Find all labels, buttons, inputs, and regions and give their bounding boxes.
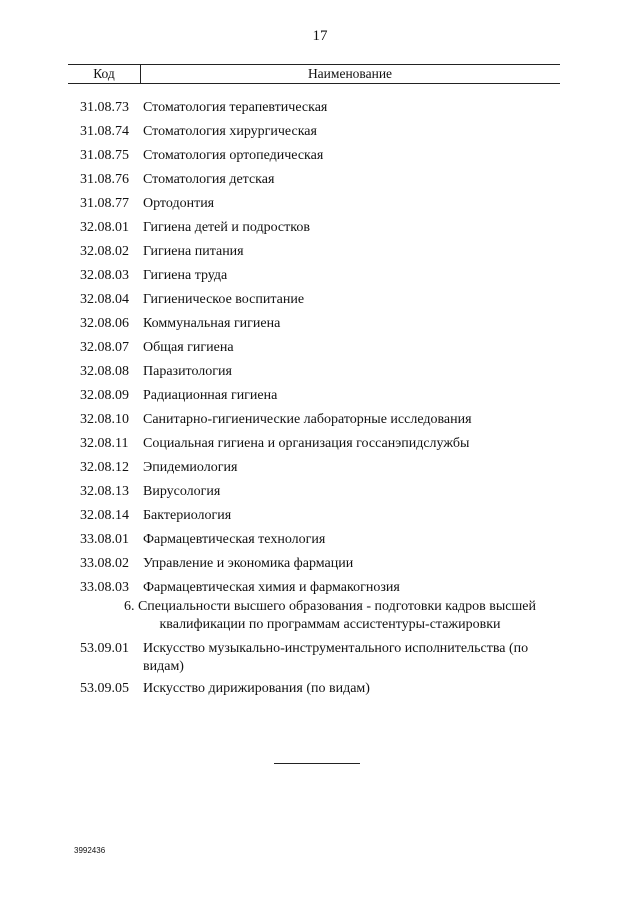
table-row (0, 145, 640, 169)
row-code: 32.08.11 (80, 436, 129, 451)
row-code: 53.09.01 (80, 641, 129, 656)
row-code: 32.08.07 (80, 340, 129, 355)
table-header (68, 64, 560, 84)
row-code: 31.08.76 (80, 172, 129, 187)
table-row (0, 433, 640, 457)
row-code: 32.08.04 (80, 292, 129, 307)
row-name: Фармацевтическая технология (143, 532, 326, 547)
table-row (0, 409, 640, 433)
table-row (0, 457, 640, 481)
row-name: Эпидемиология (143, 460, 238, 475)
section-heading-line: 6. Специальности высшего образования - подготовки кадров высшей (123, 599, 537, 614)
row-code: 33.08.03 (80, 580, 129, 595)
row-code: 32.08.14 (80, 508, 129, 523)
table-row (0, 169, 640, 193)
row-code: 32.08.01 (80, 220, 129, 235)
row-name: Стоматология терапевтическая (143, 100, 328, 115)
row-name: Гигиена детей и подростков (143, 220, 310, 235)
row-name: Гигиеническое воспитание (143, 292, 305, 307)
row-code: 31.08.75 (80, 148, 129, 163)
end-divider (274, 763, 360, 764)
row-name: Общая гигиена (143, 340, 234, 355)
table-row (0, 385, 640, 409)
row-name: Радиационная гигиена (143, 388, 278, 403)
table-row (0, 337, 640, 361)
table-row (0, 529, 640, 553)
table-row (0, 553, 640, 577)
table-row (0, 481, 640, 505)
table-row (0, 121, 640, 145)
row-code: 53.09.05 (80, 681, 129, 696)
table-row (0, 241, 640, 265)
row-code: 32.08.13 (80, 484, 129, 499)
row-name: Стоматология детская (143, 172, 275, 187)
table-row (0, 505, 640, 529)
row-name: Управление и экономика фармации (143, 556, 354, 571)
row-code: 31.08.77 (80, 196, 129, 211)
row-name: Вирусология (143, 484, 221, 499)
row-name: Коммунальная гигиена (143, 316, 281, 331)
document-id: 3992436 (74, 846, 106, 855)
row-code: 32.08.12 (80, 460, 129, 475)
row-code: 31.08.73 (80, 100, 129, 115)
table-row (0, 193, 640, 217)
section-heading (90, 598, 570, 634)
specialty-list-section-6 (0, 640, 640, 704)
page-number: 17 (312, 28, 328, 44)
row-code: 32.08.08 (80, 364, 129, 379)
row-name: Искусство дирижирования (по видам) (143, 681, 370, 696)
table-row (0, 217, 640, 241)
section-heading-line: квалификации по программам ассистентуры-стажировки (159, 617, 501, 632)
row-name: Стоматология ортопедическая (143, 148, 324, 163)
table-row (0, 313, 640, 337)
row-name: Гигиена труда (143, 268, 228, 283)
row-code: 32.08.06 (80, 316, 129, 331)
specialty-list (0, 97, 640, 601)
row-name: Ортодонтия (143, 196, 215, 211)
row-name: Социальная гигиена и организация госсанэпидслужбы (143, 436, 470, 451)
row-name: Бактериология (143, 508, 232, 523)
row-code: 32.08.03 (80, 268, 129, 283)
row-code: 33.08.02 (80, 556, 129, 571)
table-row (0, 265, 640, 289)
header-name: Наименование (307, 66, 393, 81)
table-row (0, 361, 640, 385)
row-name: Гигиена питания (143, 244, 244, 259)
row-name: Санитарно-гигиенические лабораторные исследования (143, 412, 472, 427)
table-row (0, 640, 640, 680)
row-name: Стоматология хирургическая (143, 124, 317, 139)
row-code: 33.08.01 (80, 532, 129, 547)
row-code: 31.08.74 (80, 124, 129, 139)
table-row (0, 97, 640, 121)
row-code: 32.08.02 (80, 244, 129, 259)
row-code: 32.08.10 (80, 412, 129, 427)
row-name: Искусство музыкально-инструментального исполнительства (по видам) (143, 641, 529, 674)
row-code: 32.08.09 (80, 388, 129, 403)
table-row (0, 289, 640, 313)
table-row (0, 680, 640, 704)
header-code: Код (68, 65, 141, 83)
row-name: Паразитология (143, 364, 232, 379)
row-name: Фармацевтическая химия и фармакогнозия (143, 580, 400, 595)
